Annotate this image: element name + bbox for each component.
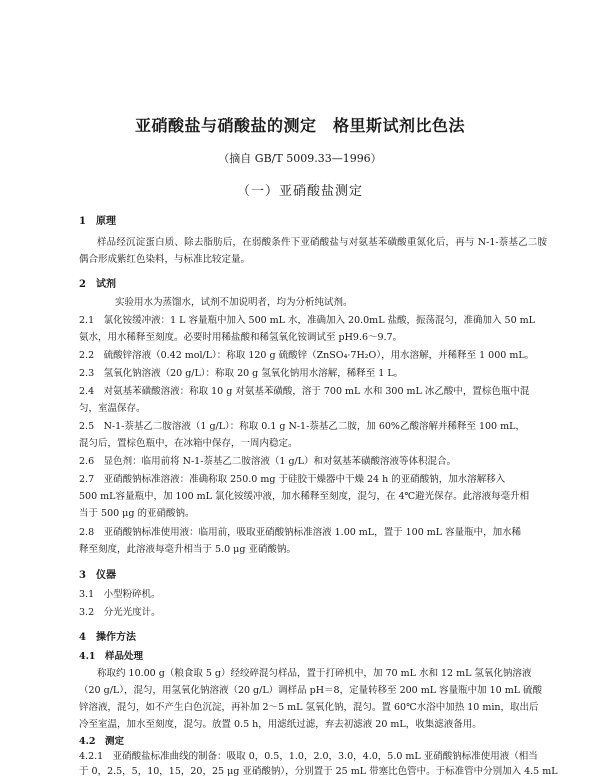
reagent-2-8-line1: 2.8 亚硝酸钠标准使用液：临用前，吸取亚硝酸钠标准溶液 1.00 mL，置于 100 mL 容量瓶中，加水稀	[79, 527, 522, 538]
sample-treatment-line2: （20 g/L），混匀，用氢氧化钠溶液（20 g/L）调样品 pH＝8，定量转移至 200 mL 容量瓶中加 10 mL 硫酸	[79, 685, 543, 696]
reagent-2-7-line1: 2.7 亚硝酸钠标准溶液：准确称取 250.0 mg 于硅胶干燥器中干燥 24 h 的亚硝酸钠，加水溶解移入	[79, 474, 506, 485]
sample-treatment-line4: 冷至室温，加水至刻度，混匀。放置 0.5 h，用滤纸过滤，弃去初滤液 20 mL，收集滤液备用。	[79, 719, 482, 730]
section-title: （一）亚硝酸盐测定	[236, 184, 363, 199]
instrument-3-1: 3.1 小型粉碎机。	[79, 589, 161, 600]
reagent-2-5-line2: 混匀后，置棕色瓶中，在冰箱中保存，一周内稳定。	[79, 438, 298, 449]
reagent-2-7-line2: 500 mL容量瓶中，加 100 mL 氯化铵缓冲液，加水稀释至刻度，混匀，在 4℃避光保存。此溶液每毫升相	[79, 491, 530, 502]
reagent-2-3: 2.3 氢氧化钠溶液（20 g/L）：称取 20 g 氢氧化钠用水溶解，稀释至 1 L。	[79, 368, 404, 379]
heading-principle: 1 原理	[79, 216, 116, 227]
determination-4-2-1-line1: 4.2.1 亚硝酸盐标准曲线的制备：吸取 0，0.5，1.0，2.0，3.0，4.0，5.0 mL 亚硝酸钠标准使用液（相当	[79, 751, 538, 762]
document-source: （摘自 GB/T 5009.33—1996）	[218, 152, 382, 165]
reagent-2-4-line2: 匀，室温保存。	[79, 403, 146, 414]
instrument-3-2: 3.2 分光光度计。	[79, 607, 161, 618]
heading-instruments: 3 仪器	[79, 570, 116, 581]
heading-procedure: 4 操作方法	[79, 632, 136, 643]
reagent-2-7-line3: 当于 500 μg 的亚硝酸钠。	[79, 508, 195, 519]
document-title: 亚硝酸盐与硝酸盐的测定 格里斯试剂比色法	[134, 116, 465, 135]
determination-4-2-1-line2: 于 0，2.5，5，10，15，20，25 μg 亚硝酸钠），分别置于 25 mL 带塞比色管中。于标准管中分别加入 4.5 mL	[79, 766, 558, 777]
reagent-2-1-line1: 2.1 氯化铵缓冲液：1 L 容量瓶中加入 500 mL 水，准确加入 20.0mL 盐酸，振荡混匀，准确加入 50 mL	[79, 315, 535, 326]
sample-treatment-line1: 称取约 10.00 g（粮食取 5 g）经绞碎混匀样品，置于打碎机中，加 70 mL 水和 12 mL 氢氧化钠溶液	[97, 668, 532, 679]
reagents-intro: 实验用水为蒸馏水，试剂不加说明者，均为分析纯试剂。	[115, 297, 353, 308]
sample-treatment-line3: 锌溶液，混匀，如不产生白色沉淀，再补加 2～5 mL 氢氧化钠，混匀。置 60℃水浴中加热 10 min，取出后	[79, 702, 539, 713]
reagent-2-6: 2.6 显色剂：临用前将 N-1-萘基乙二胺溶液（1 g/L）和对氨基苯磺酸溶液等体积混合。	[79, 456, 457, 467]
heading-determination: 4.2 测定	[79, 736, 125, 747]
reagent-2-5-line1: 2.5 N-1-萘基乙二胺溶液（1 g/L）：称取 0.1 g N-1-萘基乙二胺，加 60%乙酸溶解并稀释至 100 mL，	[79, 421, 525, 432]
reagent-2-2: 2.2 硫酸锌溶液（0.42 mol/L）：称取 120 g 硫酸锌（ZnSO₄·7H₂O），用水溶解，并稀释至 1 000 mL。	[79, 350, 535, 361]
reagent-2-4-line1: 2.4 对氨基苯磺酸溶液：称取 10 g 对氨基苯磺酸，溶于 700 mL 水和 300 mL 冰乙酸中，置棕色瓶中混	[79, 386, 530, 397]
heading-reagents: 2 试剂	[79, 279, 116, 290]
heading-sample-treatment: 4.1 样品处理	[79, 651, 144, 662]
principle-text: 样品经沉淀蛋白质、除去脂肪后，在弱酸条件下亚硝酸盐与对氨基苯磺酸重氮化后，再与 N-1-萘基乙二胺偶合形成紫红色染料，与标准比较定量。	[79, 237, 547, 265]
reagent-2-8-line2: 释至刻度，此溶液每毫升相当于 5.0 μg 亚硝酸钠。	[79, 544, 296, 555]
reagent-2-1-line2: 氨水，用水稀释至刻度。必要时用稀盐酸和稀氢氧化铵调试至 pH9.6～9.7。	[79, 332, 403, 343]
